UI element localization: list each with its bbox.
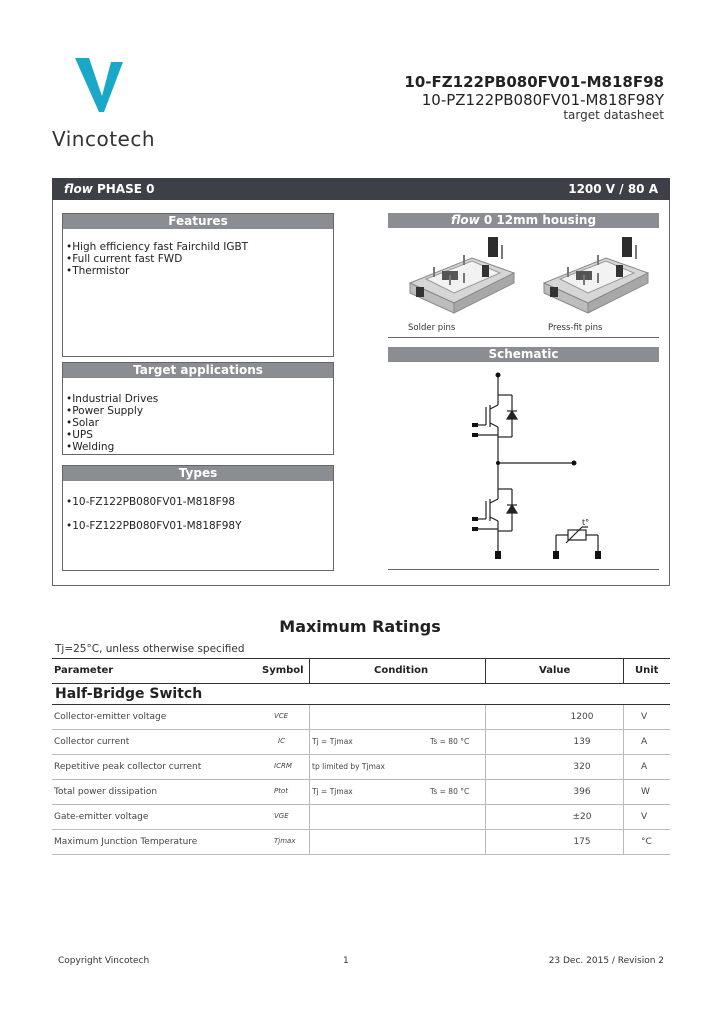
list-item: • UPS — [66, 429, 333, 441]
banner-rating: 1200 V / 80 A — [568, 182, 658, 196]
row-symbol: VGE — [274, 812, 289, 820]
solder-pin-module-image — [402, 233, 520, 315]
col-symbol: Symbol — [262, 665, 304, 676]
housing-title — [388, 213, 659, 228]
list-item: • Thermistor — [66, 265, 333, 277]
list-item: • Industrial Drives — [66, 393, 333, 405]
row-condition: Tj = Tjmax — [312, 787, 353, 796]
row-condition-2: Ts = 80 °C — [430, 737, 470, 746]
row-value: 1200 — [570, 712, 594, 722]
press-fit-caption: Press-fit pins — [548, 323, 603, 333]
svg-text:t°: t° — [582, 518, 590, 527]
banner-phase-text: PHASE 0 — [96, 182, 155, 196]
footer-copyright: Copyright Vincotech — [58, 956, 150, 966]
list-item: • Solar — [66, 417, 333, 429]
table-row — [52, 730, 670, 755]
row-value: ±20 — [572, 812, 592, 822]
schematic-title: Schematic — [388, 347, 659, 362]
schematic-panel — [388, 347, 659, 570]
row-unit: W — [641, 787, 650, 797]
row-parameter: Gate-emitter voltage — [54, 812, 149, 822]
col-parameter: Parameter — [54, 665, 114, 676]
row-parameter: Maximum Junction Temperature — [54, 837, 198, 847]
footer-revision: 23 Dec. 2015 / Revision 2 — [548, 956, 664, 966]
product-banner — [52, 178, 670, 200]
row-unit: V — [641, 712, 648, 722]
part-number-2: 10-PZ122PB080FV01-M818F98Y — [421, 91, 664, 109]
col-condition: Condition — [374, 665, 429, 676]
applications-list — [66, 393, 333, 453]
housing-title-text: 0 12mm housing — [483, 213, 597, 227]
maximum-ratings-title: Maximum Ratings — [279, 617, 441, 636]
row-value: 175 — [573, 837, 591, 847]
list-item: • Full current fast FWD — [66, 253, 333, 265]
list-item: • Power Supply — [66, 405, 333, 417]
row-unit: A — [641, 737, 648, 747]
row-symbol: ICRM — [274, 762, 292, 770]
col-value: Value — [539, 665, 571, 676]
features-title: Features — [63, 214, 333, 229]
types-box — [62, 465, 334, 571]
solder-pins-caption: Solder pins — [408, 323, 456, 333]
row-symbol: Ptot — [274, 787, 288, 795]
applications-title: Target applications — [63, 363, 333, 378]
housing-flow-text: flow — [450, 213, 480, 227]
housing-panel — [388, 213, 659, 338]
col-unit: Unit — [635, 665, 659, 676]
row-symbol: VCE — [274, 712, 289, 720]
vincotech-logo-icon — [75, 58, 125, 112]
footer-page-number: 1 — [343, 956, 349, 966]
table-row — [52, 755, 670, 780]
row-parameter: Collector-emitter voltage — [54, 712, 167, 722]
table-row — [52, 705, 670, 730]
row-unit: °C — [641, 837, 652, 847]
row-condition: tp limited by Tjmax — [312, 762, 385, 771]
half-bridge-schematic-diagram — [468, 367, 608, 565]
row-symbol: Tjmax — [274, 837, 296, 845]
features-box — [62, 213, 334, 357]
row-unit: V — [641, 812, 648, 822]
row-symbol: IC — [278, 737, 285, 745]
table-row — [52, 805, 670, 830]
row-parameter: Repetitive peak collector current — [54, 762, 202, 772]
datasheet-subtitle: target datasheet — [563, 108, 664, 122]
types-list — [66, 496, 333, 532]
applications-box — [62, 362, 334, 455]
list-item: • 10-FZ122PB080FV01-M818F98 — [66, 496, 333, 508]
list-item: • 10-FZ122PB080FV01-M818F98Y — [66, 520, 333, 532]
row-value: 139 — [573, 737, 591, 747]
brand-name: Vincotech — [52, 127, 156, 151]
part-number-1: 10-FZ122PB080FV01-M818F98 — [404, 73, 664, 91]
banner-flow-text: flow — [64, 182, 93, 196]
row-parameter: Collector current — [54, 737, 130, 747]
types-title: Types — [63, 466, 333, 481]
list-item: • High efficiency fast Fairchild IGBT — [66, 241, 333, 253]
row-parameter: Total power dissipation — [54, 787, 158, 797]
row-condition: Tj = Tjmax — [312, 737, 353, 746]
table-row — [52, 780, 670, 805]
row-value: 396 — [573, 787, 591, 797]
row-unit: A — [641, 762, 648, 772]
press-fit-module-image — [536, 233, 654, 315]
half-bridge-section-title: Half-Bridge Switch — [55, 686, 203, 702]
row-value: 320 — [573, 762, 591, 772]
table-row — [52, 830, 670, 855]
row-condition-2: Ts = 80 °C — [430, 787, 470, 796]
features-list — [66, 241, 333, 277]
list-item: • Welding — [66, 441, 333, 453]
table-header — [52, 658, 670, 684]
ratings-condition-note: Tj=25°C, unless otherwise specified — [55, 643, 245, 655]
